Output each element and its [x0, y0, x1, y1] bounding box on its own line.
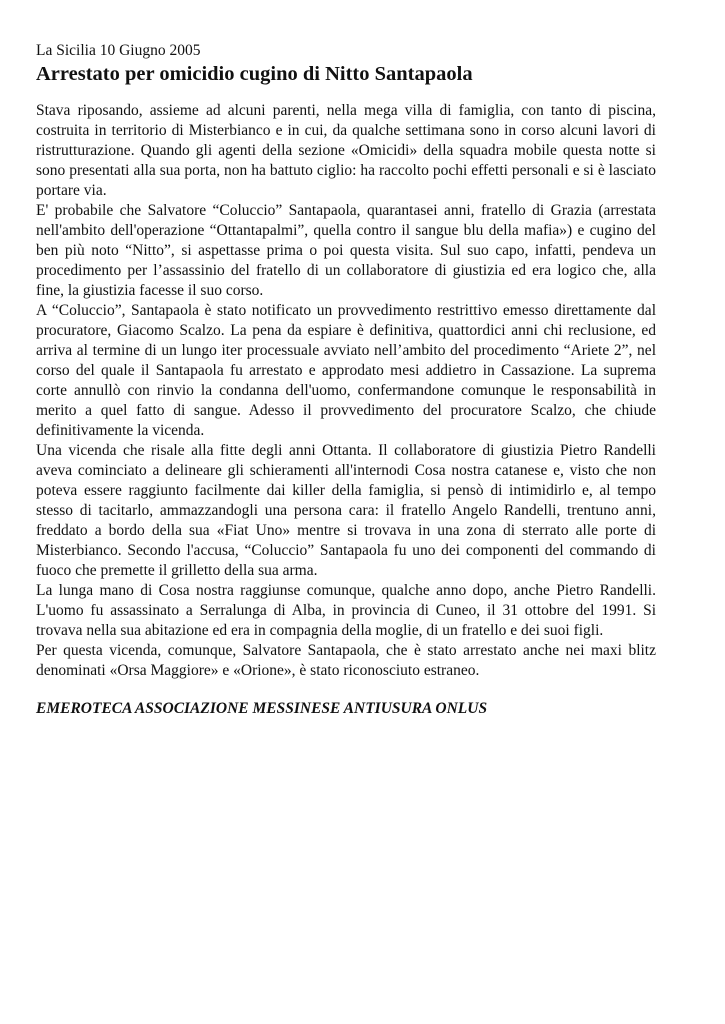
source-dateline: La Sicilia 10 Giugno 2005 — [36, 42, 201, 59]
article-headline: Arrestato per omicidio cugino di Nitto Santapaola — [36, 63, 473, 85]
archive-footer: EMEROTECA ASSOCIAZIONE MESSINESE ANTIUSURA ONLUS — [36, 700, 488, 717]
article-paragraph: E' probabile che Salvatore “Coluccio” Santapaola, quarantasei anni, fratello di Grazia (arrestata nell'ambito dell'operazione “Ottantapalmi”, quella contro il sangue blu della mafia») e cugino del ben più noto “Nitto”, si aspettasse prima o poi questa visita. Sul suo capo, infatti, pendeva un procedimento per l’assassinio del fratello di un collaboratore di giustizia ed era logico che, alla fine, la giustizia facesse il suo corso. — [36, 202, 656, 299]
article-paragraph: A “Coluccio”, Santapaola è stato notificato un provvedimento restrittivo emesso direttamente dal procuratore, Giacomo Scalzo. La pena da espiare è definitiva, quattordici anni chi reclusione, ed arriva al termine di un lungo iter processuale avviato nell’ambito del procedimento “Ariete 2”, nel corso del quale il Santapaola fu arrestato e approdato mesi addietro in Cassazione. La suprema corte annullò con rinvio la condanna dell'uomo, confermandone comunque le responsabilità in merito a quel fatto di sangue. Adesso il provvedimento del procuratore Scalzo, che chiude definitivamente la vicenda. — [36, 302, 656, 439]
article-paragraph: La lunga mano di Cosa nostra raggiunse comunque, qualche anno dopo, anche Pietro Randelli. L'uomo fu assassinato a Serralunga di Alba, in provincia di Cuneo, il 31 ottobre del 1991. Si trovava nella sua abitazione ed era in compagnia della moglie, di un fratello e dei suoi figli. — [36, 582, 656, 639]
article-body — [36, 101, 656, 681]
article-paragraph: Per questa vicenda, comunque, Salvatore Santapaola, che è stato arrestato anche nei maxi blitz denominati «Orsa Maggiore» e «Orione», è stato riconosciuto estraneo. — [36, 642, 656, 679]
document-page — [36, 41, 656, 719]
article-paragraph: Una vicenda che risale alla fitte degli anni Ottanta. Il collaboratore di giustizia Pietro Randelli aveva cominciato a delineare gli schieramenti all'internodi Cosa nostra catanese e, visto che non poteva essere raggiunto facilmente dai killer della famiglia, si pensò di intimidirlo e, al tempo stesso di tacitarlo, ammazzandogli una persona cara: il fratello Angelo Randelli, trentuno anni, freddato a bordo della sua «Fiat Uno» mentre si trovava in una zona di sterrato alle porte di Misterbianco. Secondo l'accusa, “Coluccio” Santapaola fu uno dei componenti del commando di fuoco che premette il grilletto della sua arma. — [36, 442, 656, 579]
article-paragraph: Stava riposando, assieme ad alcuni parenti, nella mega villa di famiglia, con tanto di piscina, costruita in territorio di Misterbianco e in cui, da qualche settimana sono in corso alcuni lavori di ristrutturazione. Quando gli agenti della sezione «Omicidi» della squadra mobile questa notte si sono presentati alla sua porta, non ha battuto ciglio: ha raccolto pochi effetti personali e si è lasciato portare via. — [36, 102, 656, 199]
